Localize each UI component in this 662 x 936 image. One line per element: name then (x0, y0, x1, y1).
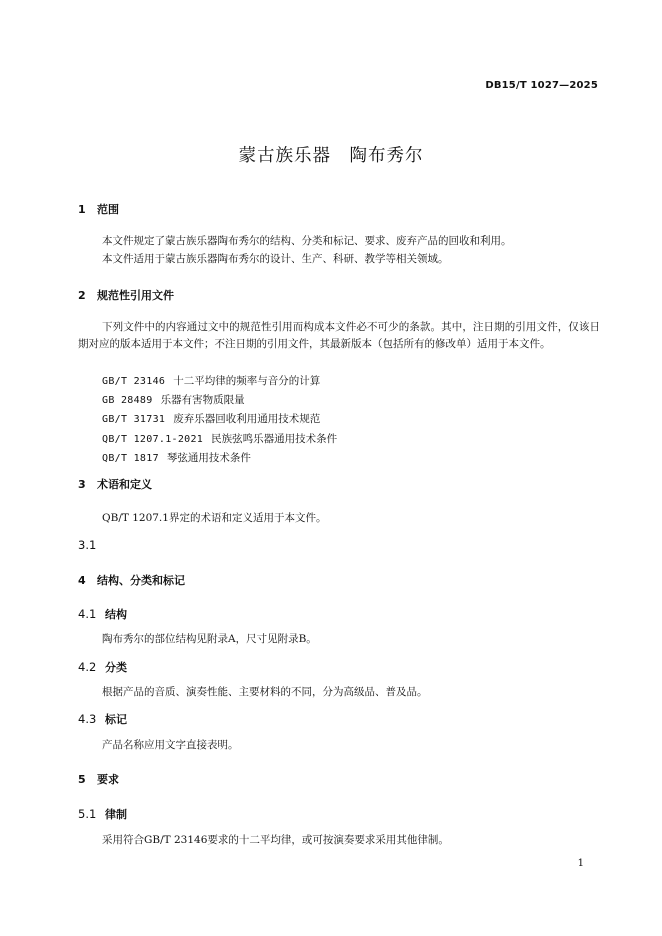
reference-list (102, 372, 337, 468)
section-4-heading (78, 572, 185, 588)
section-3-1-heading (78, 538, 105, 552)
document-title: 蒙古族乐器 陶布秀尔 (238, 146, 424, 166)
section-number: 2 (78, 289, 86, 302)
reference-title: 琴弦通用技术条件 (166, 451, 251, 464)
section-4-2-heading (78, 659, 127, 675)
subsection-number: 4.3 (78, 712, 97, 726)
section-2-intro: 下列文件中的内容通过文中的规范性引用而构成本文件必不可少的条款。其中，注日期的引用文件，仅该日期对应的版本适用于本文件；不注日期的引用文件，其最新版本（包括所有的修改单）适用于本文件。 (78, 321, 600, 350)
reference-title: 十二平均律的频率与音分的计算 (173, 375, 321, 387)
section-4-3-heading (78, 711, 127, 727)
reference-title: 废弃乐器回收利用通用技术规范 (173, 413, 321, 426)
section-5-1-heading (78, 806, 127, 822)
section-3-heading (78, 476, 152, 492)
reference-code: GB/T 31731 (102, 414, 166, 426)
reference-title: 民族弦鸣乐器通用技术条件 (211, 432, 338, 445)
section-title: 术语和定义 (97, 478, 152, 491)
reference-code: GB/T 23146 (102, 376, 166, 387)
section-3-text: QB/T 1207.1界定的术语和定义适用于本文件。 (102, 512, 327, 524)
reference-item (102, 372, 337, 391)
section-title: 要求 (97, 773, 119, 786)
section-2-heading (78, 287, 174, 303)
subsection-title: 律制 (105, 808, 127, 821)
section-number: 1 (78, 203, 86, 216)
subsection-number: 4.2 (78, 660, 97, 674)
subsection-number: 5.1 (78, 807, 97, 821)
subsection-title: 结构 (105, 608, 127, 621)
subsection-number: 4.1 (78, 607, 97, 621)
section-number: 3 (78, 478, 86, 491)
section-title: 规范性引用文件 (97, 289, 174, 302)
page-number: 1 (577, 858, 584, 869)
reference-item (102, 410, 337, 429)
subsection-title: 分类 (105, 661, 127, 674)
section-number: 4 (78, 574, 86, 587)
reference-item (102, 391, 337, 410)
reference-item (102, 449, 337, 468)
reference-code: QB/T 1207.1-2021 (102, 433, 204, 445)
section-4-1-heading (78, 606, 127, 622)
standard-code: DB15/T 1027—2025 (485, 80, 598, 91)
section-5-1-text: 采用符合GB/T 23146要求的十二平均律，或可按演奏要求采用其他律制。 (102, 834, 449, 846)
section-1-paragraph-2: 本文件适用于蒙古族乐器陶布秀尔的设计、生产、科研、教学等相关领域。 (102, 253, 449, 265)
section-5-heading (78, 771, 119, 787)
section-title: 结构、分类和标记 (97, 574, 185, 587)
section-4-1-text: 陶布秀尔的部位结构见附录A，尺寸见附录B。 (102, 633, 317, 645)
section-4-3-text: 产品名称应用文字直接表明。 (102, 739, 239, 751)
section-1-heading (78, 201, 119, 217)
section-number: 5 (78, 773, 86, 786)
reference-item (102, 430, 337, 449)
reference-code: QB/T 1817 (102, 452, 159, 464)
section-title: 范围 (97, 203, 119, 216)
reference-title: 乐器有害物质限量 (160, 394, 245, 407)
section-1-paragraph-1: 本文件规定了蒙古族乐器陶布秀尔的结构、分类和标记、要求、废弃产品的回收和利用。 (102, 235, 512, 247)
subsection-title: 标记 (105, 713, 127, 726)
section-4-2-text: 根据产品的音质、演奏性能、主要材料的不同，分为高级品、普及品。 (102, 686, 428, 698)
subsection-number: 3.1 (78, 538, 97, 552)
reference-code: GB 28489 (102, 395, 153, 407)
